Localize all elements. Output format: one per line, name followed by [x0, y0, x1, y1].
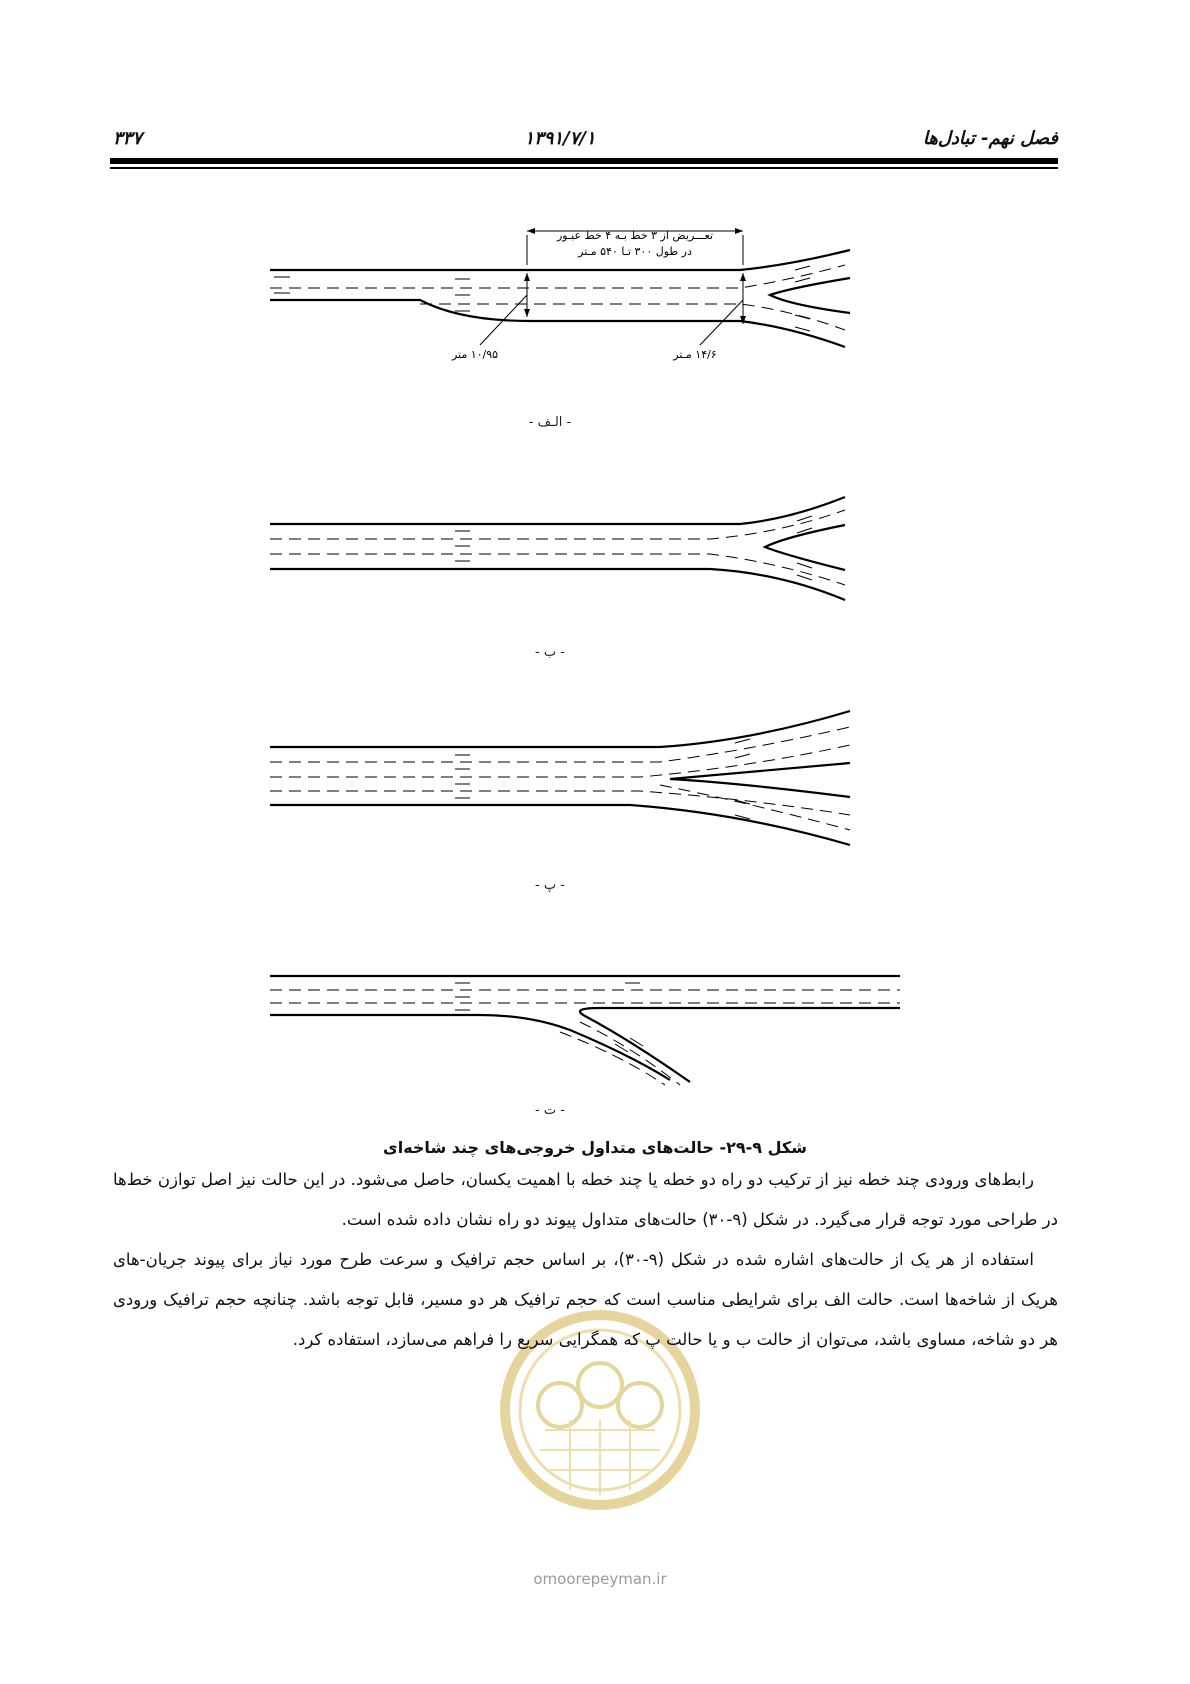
paragraph-1: رابط‌های ورودی چند خطه نیز از ترکیب دو راه دو خطه یا چند خطه با اهمیت یکسان، حاصل می‌شود. در این حالت نیز اصل توازن خط‌ها در طراحی مورد توجه قرار می‌گیرد. در شکل (۹-۳۰) حالت‌های متداول پیوند دو راه نشان داده شده است. — [113, 1170, 1058, 1229]
figure-a-diagram — [270, 225, 920, 385]
page-number: ۳۳۷ — [113, 128, 143, 149]
figure-caption: شکل ۹-۲۹- حالت‌های متداول خروجی‌های چند شاخه‌ای — [383, 1138, 807, 1157]
width-label-left: ۱۰/۹۵ متر — [451, 348, 499, 361]
width-label-right: ۱۴/۶ مـتر — [673, 348, 717, 361]
figure-d-diagram — [270, 960, 920, 1090]
body-text — [113, 1160, 1058, 1360]
header-rule-thick — [110, 158, 1058, 164]
header-date: ۱۳۹۱/۷/۱ — [524, 128, 596, 149]
figure-d-label: - ت - — [535, 1103, 565, 1118]
paragraph-2: استفاده از هر یک از حالت‌های اشاره شده در شکل (۹-۳۰)، بر اساس حجم ترافیک و سرعت طرح مورد نیاز برای پیوند جریان-های هریک از شاخه‌ها است. حالت الف برای شرایطی مناسب است که حجم ترافیک هر دو مسیر، قابل توجه باشد. چنانچه حجم ترافیک ورودی هر دو شاخه، مساوی باشد، می‌توان از حالت ب و یا حالت پ که همگرایی سریع را فراهم می‌سازد، استفاده کرد. — [113, 1250, 1058, 1349]
figure-b-label: - ب - — [535, 645, 565, 660]
widening-note-line2: در طول ۳۰۰ تـا ۵۴۰ مـتر — [578, 245, 692, 258]
header-rule-thin — [110, 167, 1058, 169]
figure-c-diagram — [270, 705, 920, 850]
chapter-title: فصل نهم- تبادل‌ها — [922, 128, 1058, 149]
figure-a-label: - الـف - — [528, 415, 572, 430]
widening-note-line1: تعـــریض از ۳ خط بـه ۴ خط عبـور — [556, 229, 714, 242]
watermark-site: omoorepeyman.ir — [533, 1570, 667, 1588]
figure-b-diagram — [270, 485, 920, 605]
figure-c-label: - پ - — [535, 878, 565, 893]
